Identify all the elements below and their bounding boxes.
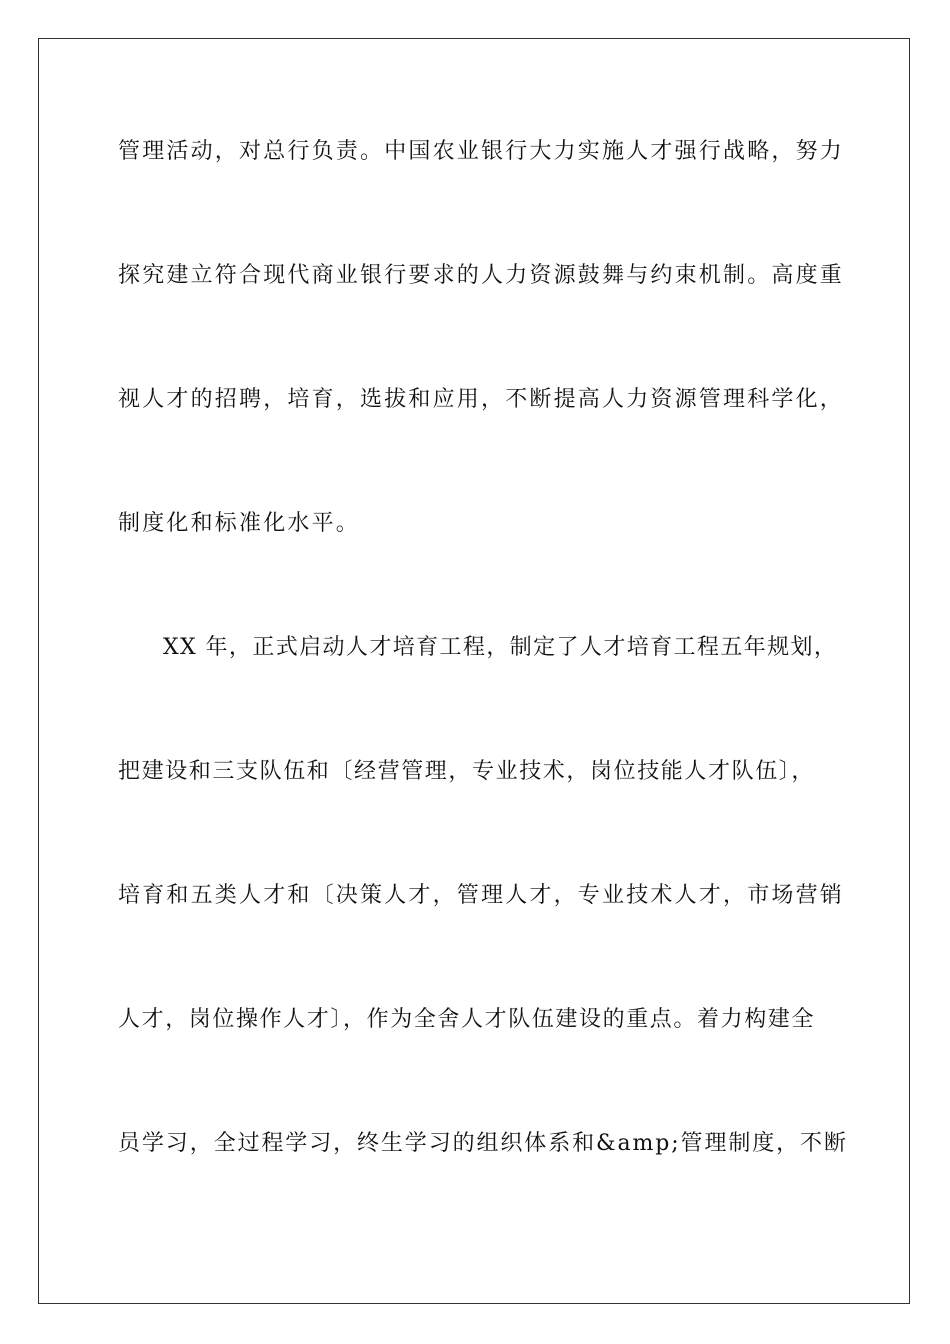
text-line-7: 培育和五类人才和〔决策人才，管理人才，专业技术人才，市场营销 <box>118 883 845 908</box>
text-line-2: 探究建立符合现代商业银行要求的人力资源鼓舞与约束机制。高度重 <box>118 263 845 288</box>
text-line-1: 管理活动，对总行负责。中国农业银行大力实施人才强行战略，努力 <box>118 139 845 164</box>
page-border <box>38 38 910 1304</box>
paragraph-start-line: XX 年，正式启动人才培育工程，制定了人才培育工程五年规划， <box>163 635 838 660</box>
text-line-4: 制度化和标准化水平。 <box>118 511 361 536</box>
text-line-9: 员学习，全过程学习，终生学习的组织体系和&amp;管理制度，不断 <box>118 1131 848 1156</box>
text-line-6: 把建设和三支队伍和〔经营管理，专业技术，岗位技能人才队伍〕， <box>118 759 816 784</box>
text-line-8: 人才，岗位操作人才〕，作为全舍人才队伍建设的重点。着力构建全 <box>118 1007 816 1032</box>
text-line-3: 视人才的招聘，培育，选拔和应用，不断提高人力资源管理科学化， <box>118 387 845 412</box>
